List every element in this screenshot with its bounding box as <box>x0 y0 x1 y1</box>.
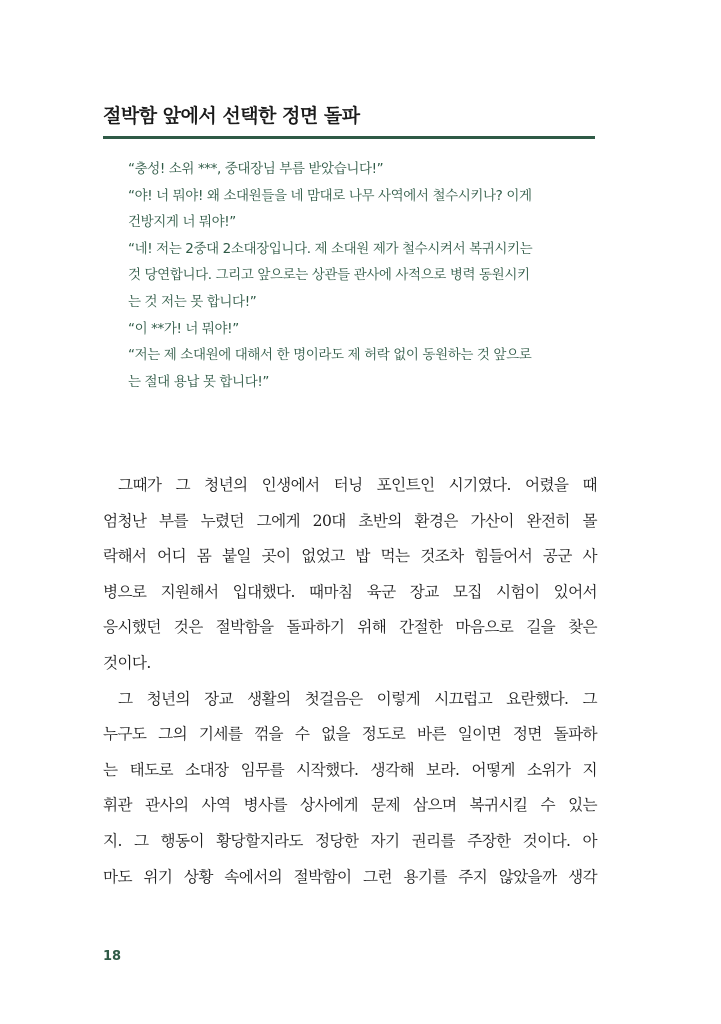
dialogue-line: 건방지게 너 뭐야!” <box>128 214 236 231</box>
dialogue-line: “저는 제 소대원에 대해서 한 명이라도 제 허락 없이 동원하는 것 앞으로 <box>128 347 532 364</box>
body-line: 그때가 그 청년의 인생에서 터닝 포인트인 시기였다. 어렸을 때 <box>118 476 597 494</box>
body-text <box>103 468 597 895</box>
body-line: 엄청난 부를 누렸던 그에게 20대 초반의 환경은 가산이 완전히 몰 <box>103 511 597 530</box>
dialogue-line: 것 당연합니다. 그리고 앞으로는 상관들 관사에 사적으로 병력 동원시키 <box>128 267 530 284</box>
body-line: 병으로 지원해서 입대했다. 때마침 육군 장교 모집 시험이 있어서 <box>103 582 597 601</box>
body-line: 응시했던 것은 절박함을 돌파하기 위해 간절한 마음으로 길을 찾은 <box>103 618 597 637</box>
dialogue-line: “이 **가! 너 뭐야!” <box>128 320 239 337</box>
body-line: 누구도 그의 기세를 꺾을 수 없을 정도로 바른 일이면 정면 돌파하 <box>103 725 597 744</box>
body-line: 마도 위기 상황 속에서의 절박함이 그런 용기를 주지 않았을까 생각 <box>103 867 597 886</box>
dialogue-line: 는 것 저는 못 합니다!” <box>128 293 257 310</box>
body-line: 락해서 어디 몸 붙일 곳이 없었고 밥 먹는 것조차 힘들어서 공군 사 <box>103 547 597 566</box>
dialogue-line: “충성! 소위 ***, 중대장님 부름 받았습니다!” <box>128 161 384 177</box>
chapter-title: 절박함 앞에서 선택한 정면 돌파 <box>103 105 360 127</box>
body-line: 지. 그 행동이 황당할지라도 정당한 자기 권리를 주장한 것이다. 아 <box>103 831 597 850</box>
title-divider <box>103 136 595 139</box>
dialogue-line: “야! 너 뭐야! 왜 소대원들을 네 맘대로 나무 사역에서 철수시키나? 이게 <box>128 187 532 204</box>
body-line: 것이다. <box>103 653 151 672</box>
dialogue-line: “네! 저는 2중대 2소대장입니다. 제 소대원 제가 철수시켜서 복귀시키는 <box>128 240 533 257</box>
dialogue-line: 는 절대 용납 못 합니다!” <box>128 373 269 390</box>
page-number: 18 <box>103 949 122 964</box>
body-line: 휘관 관사의 사역 병사를 상사에게 문제 삼으며 복귀시킬 수 있는 <box>103 796 597 815</box>
dialogue-block <box>128 156 598 395</box>
body-line: 는 태도로 소대장 임무를 시작했다. 생각해 보라. 어떻게 소위가 지 <box>103 760 597 779</box>
body-line: 그 청년의 장교 생활의 첫걸음은 이렇게 시끄럽고 요란했다. 그 <box>118 689 597 708</box>
